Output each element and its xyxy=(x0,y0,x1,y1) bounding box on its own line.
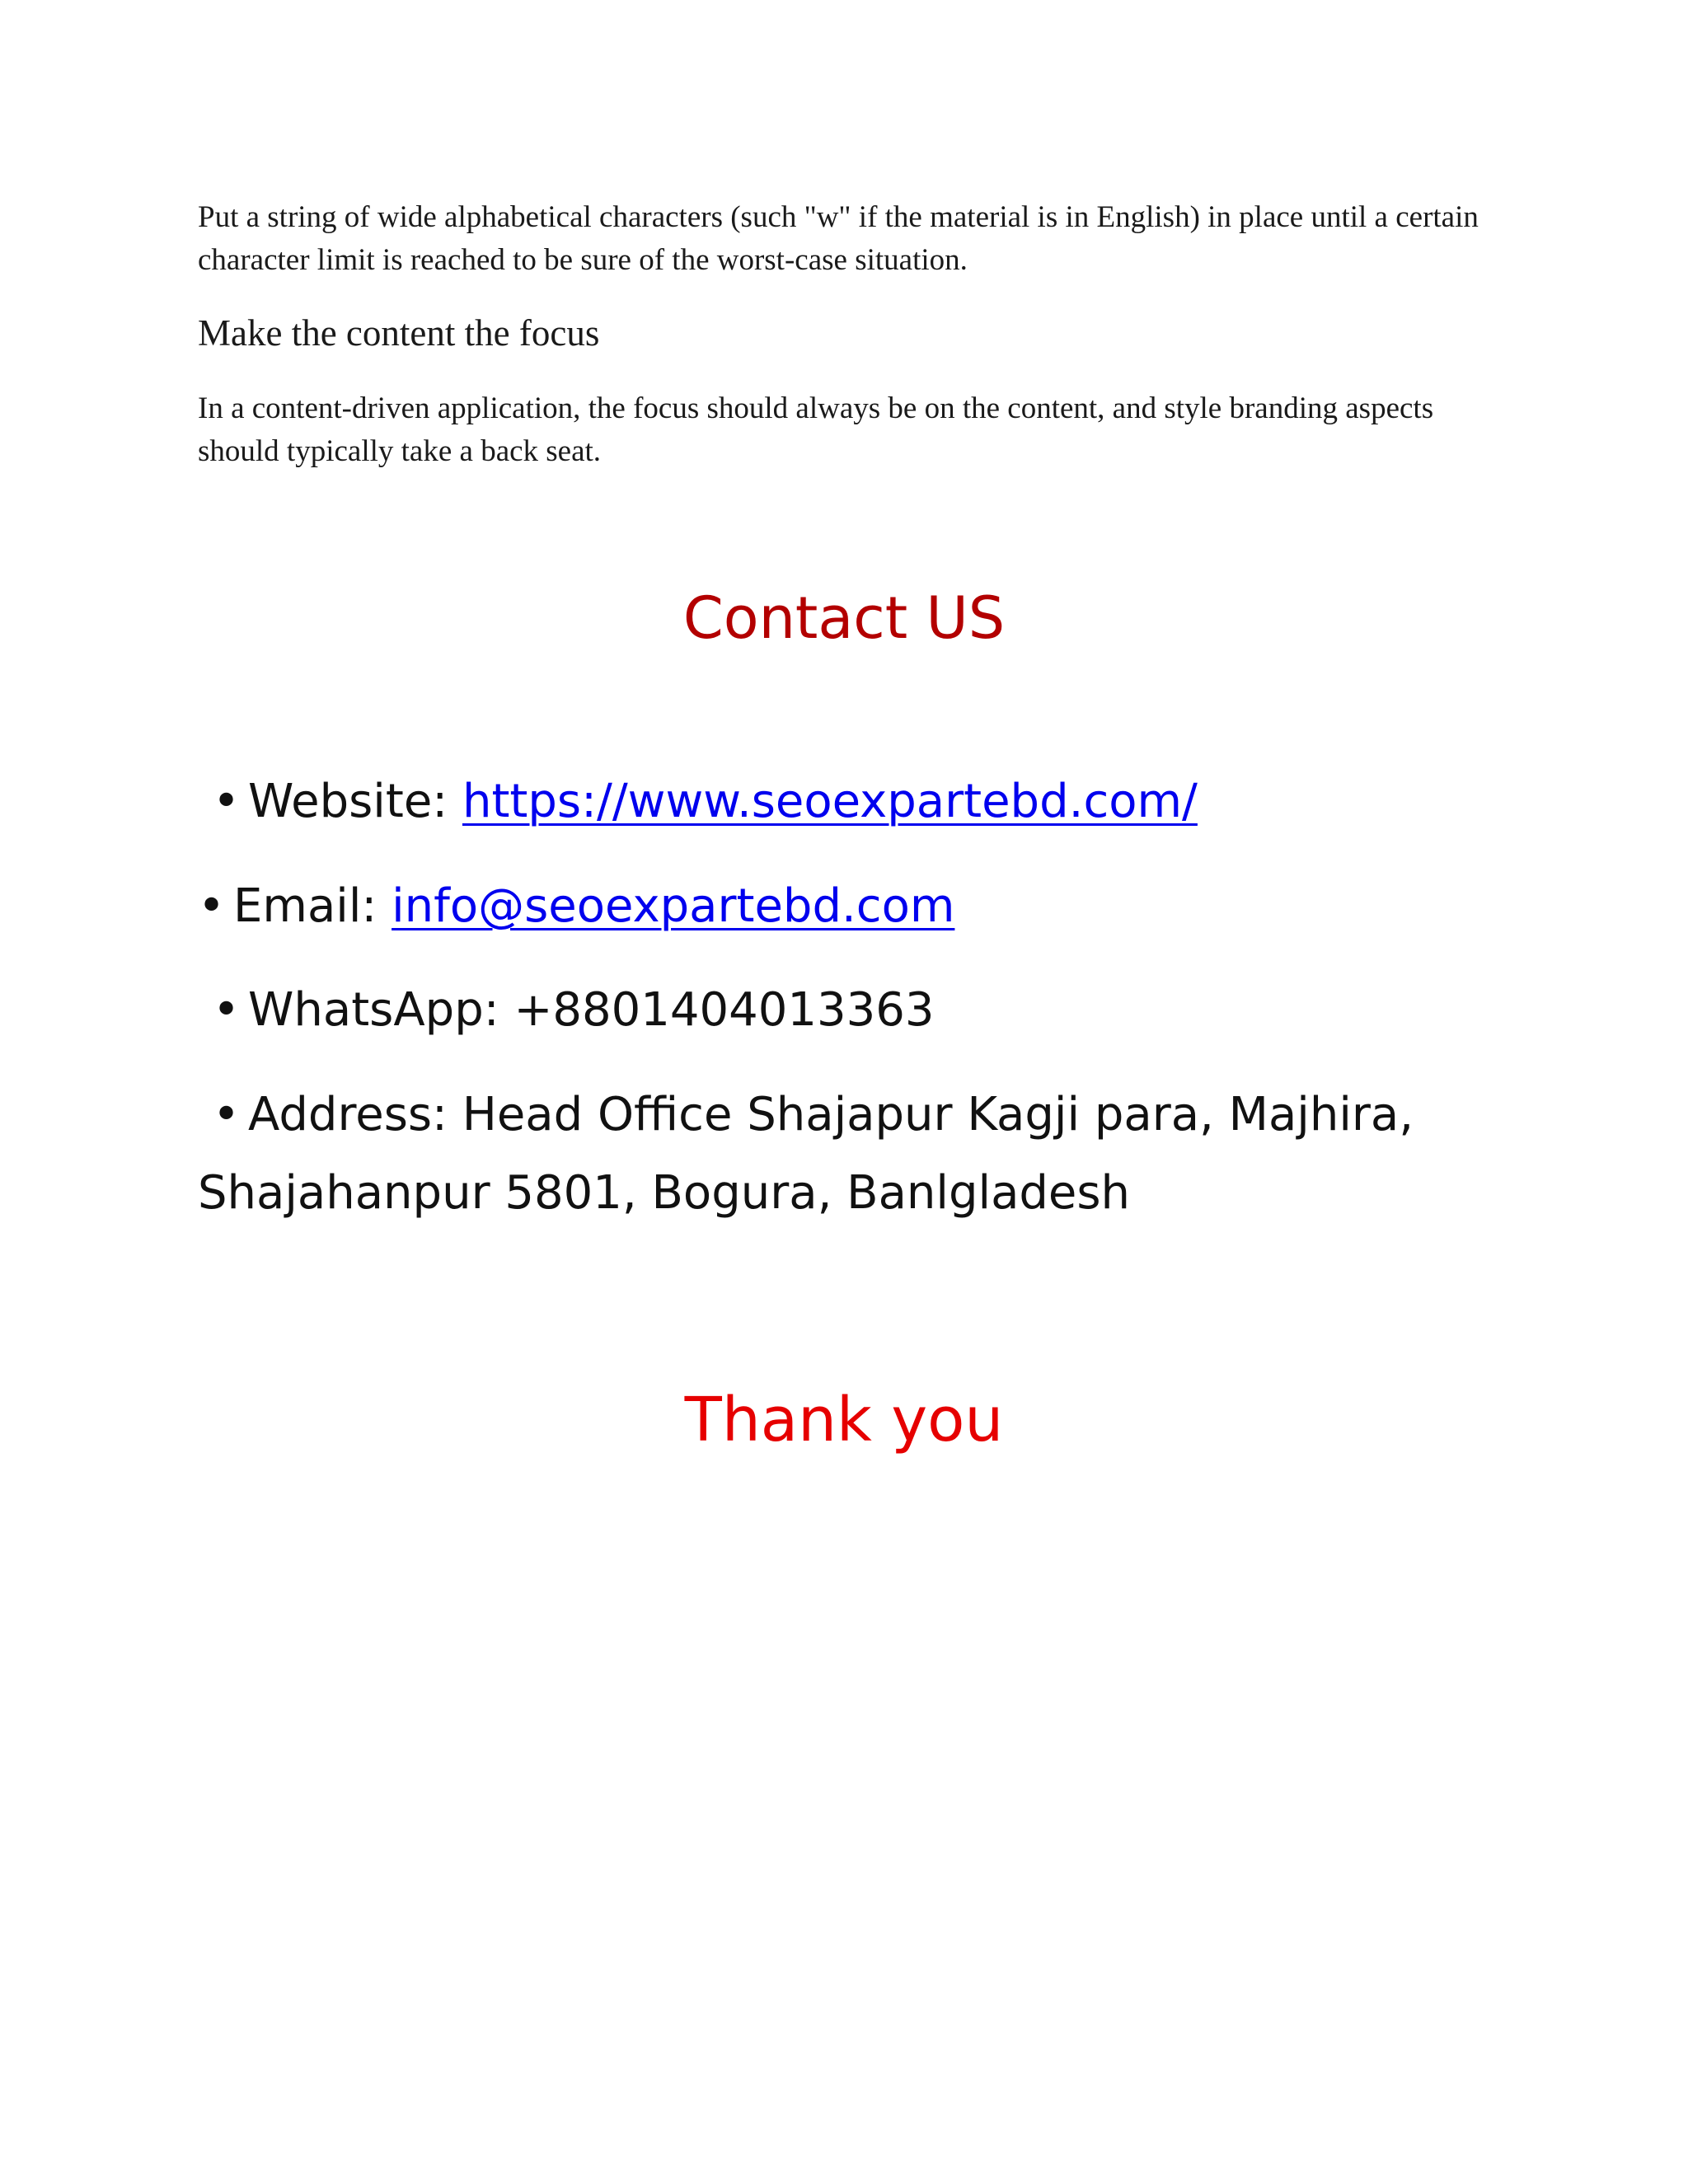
contact-heading: Contact US xyxy=(682,584,1006,652)
email-label: Email: xyxy=(233,879,377,933)
address-line xyxy=(213,1076,1564,1155)
bullet-icon: • xyxy=(213,1088,241,1141)
bullet-icon: • xyxy=(213,983,241,1037)
intro-paragraph: Put a string of wide alphabetical characters (such "w" if the material is in English) in place until a certain character limit is reached to be sure of the worst-case situation. xyxy=(198,200,1479,277)
website-line xyxy=(213,762,1564,841)
thank-you-heading: Thank you xyxy=(684,1385,1004,1455)
address-text-line-2: Shajahanpur 5801, Bogura, Banlgladesh xyxy=(198,1166,1131,1220)
address-label: Address: xyxy=(248,1088,448,1141)
whatsapp-number: +8801404013363 xyxy=(513,983,935,1037)
whatsapp-label: WhatsApp: xyxy=(248,983,499,1037)
website-label: Website: xyxy=(248,775,448,828)
section-subheading: Make the content the focus xyxy=(198,312,600,354)
address-continuation xyxy=(198,1154,1550,1233)
website-link[interactable]: https://www.seoexpartebd.com/ xyxy=(462,775,1198,828)
address-text-line-1: Head Office Shajapur Kagji para, Majhira, xyxy=(462,1088,1414,1141)
whatsapp-line xyxy=(213,971,1564,1050)
email-line xyxy=(198,867,1550,946)
bullet-icon: • xyxy=(198,879,226,933)
bullet-icon: • xyxy=(213,775,241,828)
content-focus-paragraph: In a content-driven application, the focus should always be on the content, and style branding aspects should typically take a back seat. xyxy=(198,391,1434,468)
email-link[interactable]: info@seoexpartebd.com xyxy=(392,879,955,933)
